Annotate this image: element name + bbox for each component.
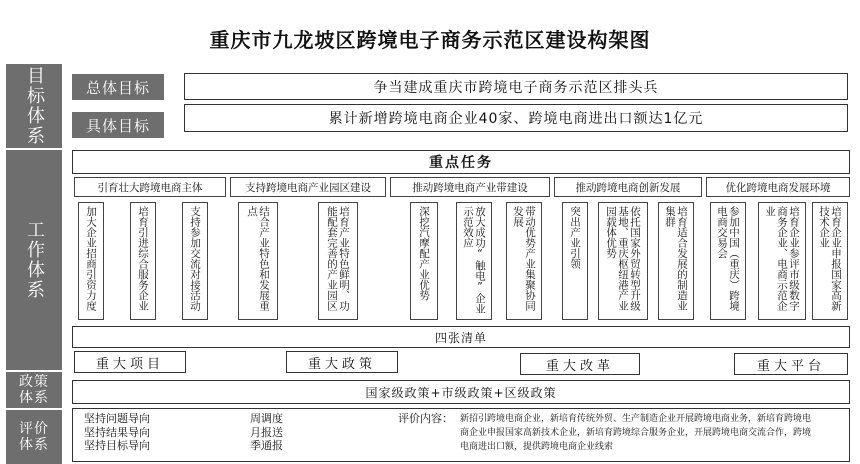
- task-item: 依托国家外贸转型升级基地、重庆枢纽港产业园载体优势: [598, 202, 648, 320]
- category-2-header: 支持跨境电商产业园区建设: [230, 177, 386, 197]
- evaluation-orientations: 坚持问题导向 坚持结果导向 坚持目标导向: [84, 412, 150, 452]
- list-major-policies: 重大政策: [286, 351, 398, 373]
- task-item: 培育适合发展的制造业集群: [658, 202, 694, 320]
- goal-system-label: 目标体系: [6, 62, 62, 148]
- specific-goal-label: 具体目标: [72, 112, 164, 138]
- task-item: 培育企业参评市级数字商务企业、电商示范企业: [758, 202, 806, 320]
- list-major-platforms: 重大平台: [734, 353, 848, 375]
- overall-goal-text: 争当建成重庆市跨境电子商务示范区排头兵: [184, 73, 848, 100]
- task-item: 培育企业申报国家高新技术企业: [812, 202, 848, 320]
- evaluation-schedule: 周调度 月报送 季通报: [250, 412, 283, 452]
- category-3-header: 推动跨境电商产业带建设: [390, 177, 550, 197]
- task-item: 深挖汽摩配产业优势: [410, 202, 438, 320]
- page-title: 重庆市九龙坡区跨境电子商务示范区建设构架图: [209, 28, 651, 52]
- category-4-header: 推动跨境电商创新发展: [554, 177, 702, 197]
- task-item: 结合产业特色和发展重点: [238, 202, 278, 320]
- policy-system-label: 政策体系: [6, 370, 62, 408]
- four-lists-title: 四张清单: [72, 326, 850, 348]
- task-item: 参加中国（重庆）跨境电商交易会: [710, 202, 746, 320]
- evaluation-content-label: 评价内容：: [398, 412, 453, 425]
- list-major-reforms: 重大改革: [520, 353, 640, 375]
- eval-system-label: 评价体系: [6, 408, 62, 464]
- evaluation-content: 新招引跨境电商企业，新培育传统外贸、生产制造企业开展跨境电商业务，新培育跨境电 商企业申报国家高新技术企业，新培育跨境综合服务企业，开展跨境电商交流合作，跨境 电商进出口额，提供跨境电商企业线索: [460, 414, 812, 452]
- task-item: 带动优势产业集聚协同发展: [506, 202, 542, 320]
- key-tasks-header: 重点任务: [72, 150, 850, 174]
- task-item: 培育引进综合服务企业: [130, 202, 156, 320]
- category-5-header: 优化跨境电商发展环境: [706, 177, 850, 197]
- list-major-projects: 重大项目: [74, 351, 186, 373]
- task-item: 支持参加交流对接活动: [182, 202, 208, 320]
- task-item: 放大成功“触电”企业示范效应: [456, 202, 492, 320]
- category-1-header: 引育壮大跨境电商主体: [74, 177, 226, 197]
- task-item: 突出产业引领: [562, 202, 588, 320]
- work-system-label: 工作体系: [6, 148, 62, 370]
- overall-goal-label: 总体目标: [72, 74, 164, 100]
- specific-goal-text: 累计新增跨境电商企业40家、跨境电商进出口额达1亿元: [184, 104, 848, 132]
- policy-text: 国家级政策+市级政策+区级政策: [72, 380, 850, 404]
- task-item: 加大企业招商引资力度: [78, 202, 104, 320]
- task-item: 培育产业特色鲜明、功能配套完善的产业园区: [318, 202, 358, 320]
